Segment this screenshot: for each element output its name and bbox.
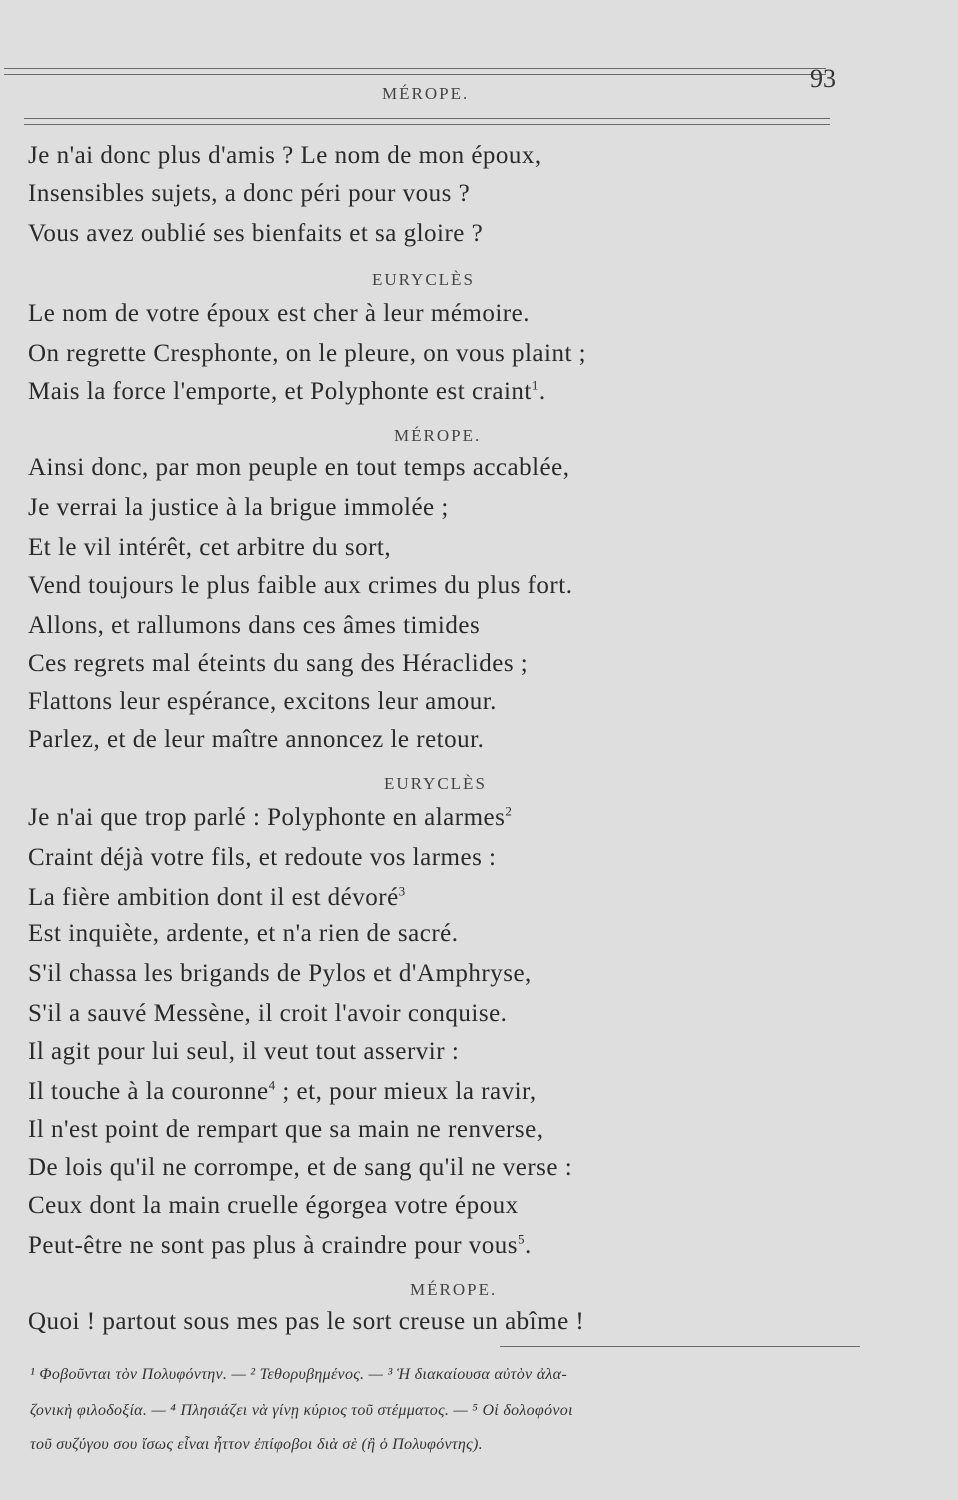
verse-line <box>28 802 512 834</box>
header-rule-bottom-2 <box>24 124 830 125</box>
verse-text: Peut-être ne sont pas plus à craindre pour vous <box>28 1232 519 1259</box>
verse-line <box>28 178 470 210</box>
footnote-line: ζονικὴ φιλοδοξία. — ⁴ Πλησιάζει νὰ γίνῃ κύριος τοῦ στέμματος. — ⁵ Οἱ δολοφόνοι <box>30 1402 573 1419</box>
header-rule-top <box>4 68 826 69</box>
verse-line <box>28 1114 543 1146</box>
verse-text: Vend toujours le plus faible aux crimes du plus fort. <box>28 572 573 599</box>
verse-tail: . <box>525 1232 532 1259</box>
verse-tail: . <box>538 378 546 405</box>
verse-text: Flattons leur espérance, excitons leur amour. <box>28 688 497 715</box>
verse-text: Est inquiète, ardente, et n'a rien de sacré. <box>28 920 459 947</box>
verse-text: Et le vil intérêt, cet arbitre du sort, <box>28 534 392 561</box>
verse-line <box>28 532 391 564</box>
verse-line <box>28 610 480 642</box>
verse-text: Mais la force l'emporte, et Polyphonte est craint <box>28 378 532 405</box>
verse-text: Il agit pour lui seul, il veut tout asservir : <box>28 1038 460 1065</box>
verse-text: S'il chassa les brigands de Pylos et d'Amphryse, <box>28 960 532 987</box>
running-header: MÉROPE. <box>382 84 470 103</box>
verse-text: S'il a sauvé Messène, il croit l'avoir conquise. <box>28 1000 508 1027</box>
verse-text: Parlez, et de leur maître annoncez le retour. <box>28 726 485 753</box>
speaker-name <box>394 426 481 446</box>
verse-line <box>28 452 570 484</box>
verse-line <box>28 724 484 756</box>
speaker-label: EURYCLÈS <box>372 270 475 289</box>
speaker-label: MÉROPE. <box>410 1280 498 1299</box>
verse-text: Vous avez oublié ses bienfaits et sa gloire ? <box>28 220 484 247</box>
verse-line <box>28 918 458 950</box>
verse-text: La fière ambition dont il est dévoré <box>28 884 399 911</box>
verse-text: Insensibles sujets, a donc péri pour vous ? <box>28 180 471 207</box>
verse-line <box>28 376 546 408</box>
speaker-label: EURYCLÈS <box>384 774 487 793</box>
verse-line <box>28 1152 572 1184</box>
verse-line <box>28 338 586 370</box>
verse-line <box>28 648 528 680</box>
verse-line <box>28 958 532 990</box>
verse-text: Je n'ai que trop parlé : Polyphonte en alarmes <box>28 804 506 831</box>
header-rule-bottom <box>24 118 830 119</box>
speaker-name <box>372 270 475 290</box>
verse-line <box>28 1230 532 1262</box>
speaker-name <box>410 1280 497 1300</box>
footnote-ref: 3 <box>398 883 406 899</box>
verse-text: Allons, et rallumons dans ces âmes timides <box>28 612 481 639</box>
footnote-ref: 2 <box>505 803 513 819</box>
verse-text: Ceux dont la main cruelle égorgea votre époux <box>28 1192 519 1219</box>
verse-text: Ainsi donc, par mon peuple en tout temps accablée, <box>28 454 570 481</box>
footnote-line: τοῦ συζύγου σου ἴσως εἶναι ἧττον ἐπίφοβοι διὰ σὲ (ἢ ὁ Πολυφόντης). <box>30 1436 483 1453</box>
verse-line <box>28 298 530 330</box>
verse-line <box>28 140 542 172</box>
page-number: 93 <box>810 64 836 93</box>
verse-line <box>28 686 497 718</box>
verse-text: Le nom de votre époux est cher à leur mémoire. <box>28 300 530 327</box>
footnote-ref: 4 <box>268 1077 276 1093</box>
verse-line <box>28 1306 584 1338</box>
verse-line <box>28 1076 537 1108</box>
verse-text: Craint déjà votre fils, et redoute vos larmes : <box>28 844 497 871</box>
verse-text: Il n'est point de rempart que sa main ne renverse, <box>28 1116 544 1143</box>
verse-line <box>28 218 483 250</box>
verse-line <box>28 1036 459 1068</box>
verse-tail: ; et, pour mieux la ravir, <box>275 1078 537 1105</box>
footnote-ref: 1 <box>531 377 539 393</box>
footnote-rule <box>500 1346 860 1347</box>
verse-line <box>28 882 406 914</box>
verse-text: On regrette Cresphonte, on le pleure, on vous plaint ; <box>28 340 587 367</box>
footnote-ref: 5 <box>518 1231 526 1247</box>
verse-text: Ces regrets mal éteints du sang des Héraclides ; <box>28 650 529 677</box>
speaker-name <box>384 774 487 794</box>
verse-line <box>28 570 572 602</box>
footnote-line: ¹ Φοβοῦνται τὸν Πολυφόντην. — ² Τεθορυβημένος. — ³ Ἡ διακαίουσα αὐτὸν ἀλα- <box>30 1366 567 1383</box>
verse-line <box>28 842 497 874</box>
speaker-label: MÉROPE. <box>394 426 482 445</box>
verse-line <box>28 998 507 1030</box>
verse-line <box>28 492 449 524</box>
verse-text: De lois qu'il ne corrompe, et de sang qu'il ne verse : <box>28 1154 573 1181</box>
verse-text: Je n'ai donc plus d'amis ? Le nom de mon époux, <box>28 142 542 169</box>
header-rule-top-2 <box>4 74 826 75</box>
verse-text: Je verrai la justice à la brigue immolée ; <box>28 494 449 521</box>
verse-text: Il touche à la couronne <box>28 1078 269 1105</box>
verse-line <box>28 1190 519 1222</box>
verse-text: Quoi ! partout sous mes pas le sort creuse un abîme ! <box>28 1308 585 1335</box>
